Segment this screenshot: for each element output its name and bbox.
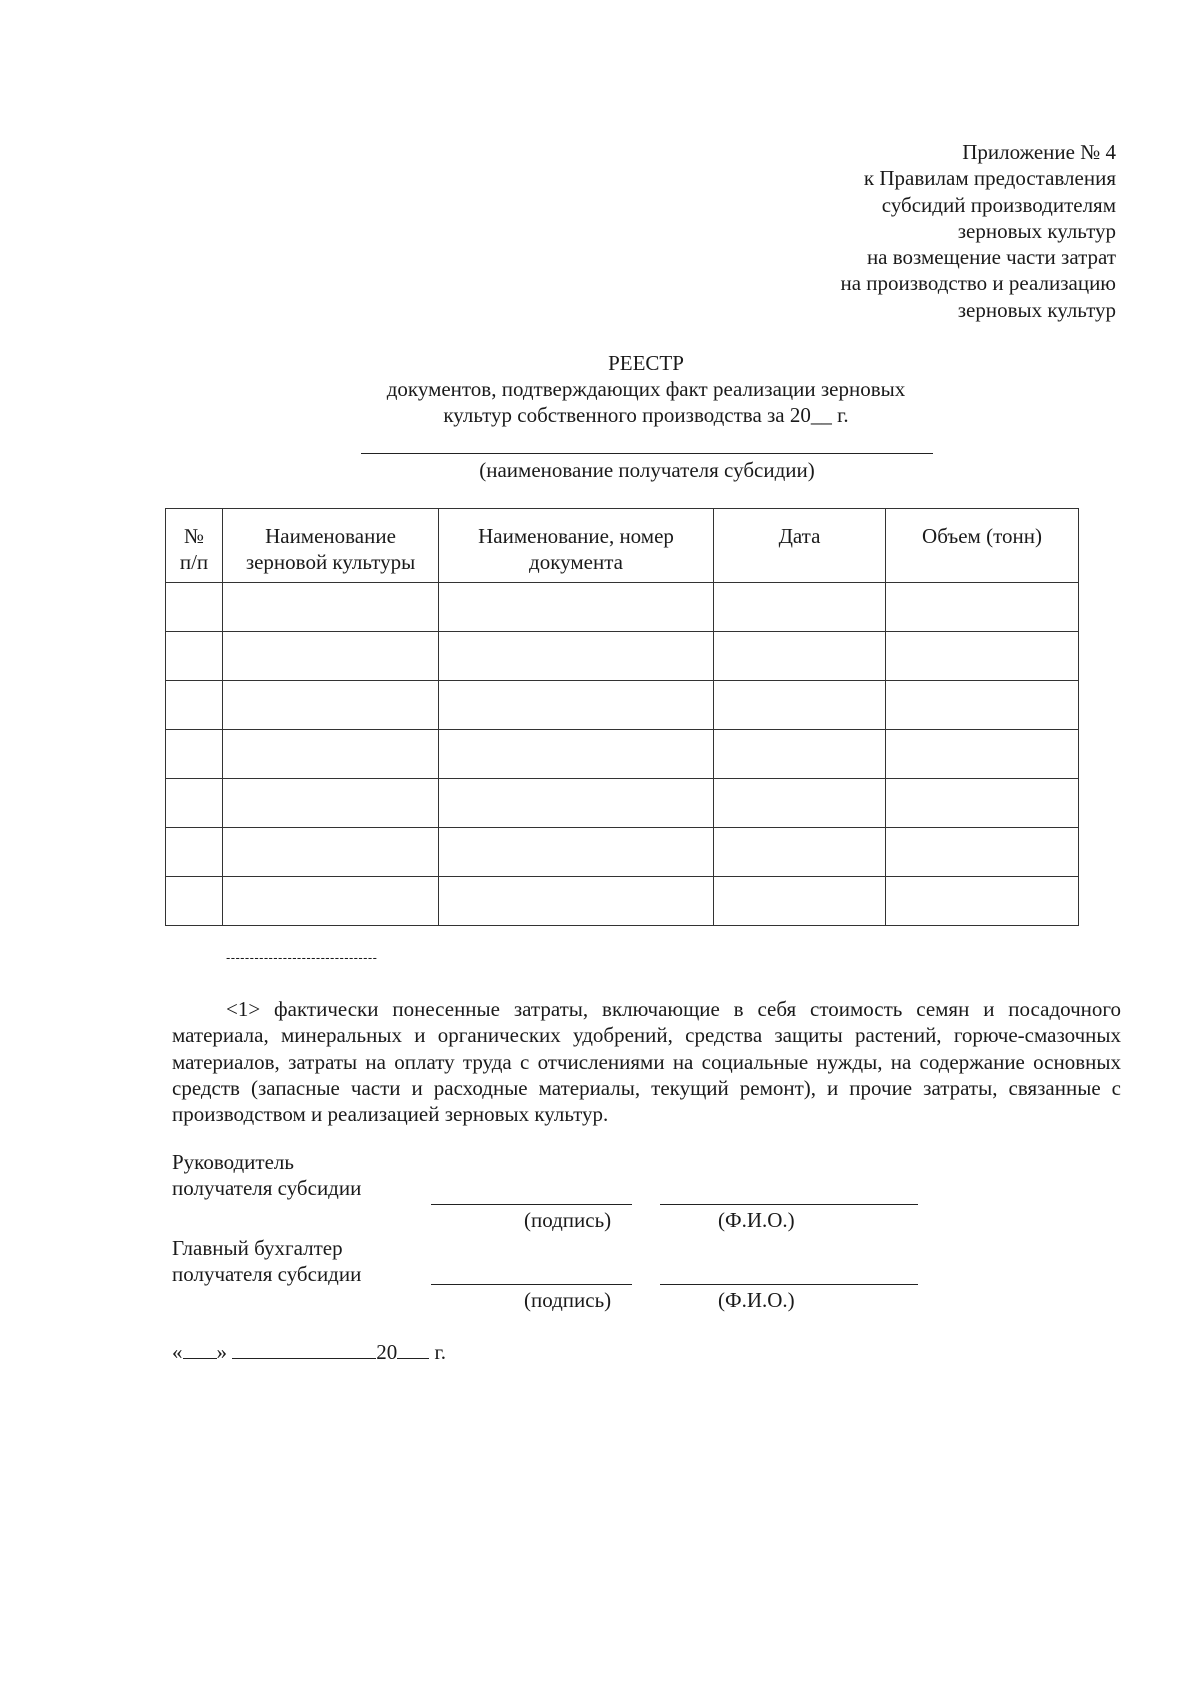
table-cell[interactable] (439, 583, 714, 632)
table-cell[interactable] (886, 681, 1079, 730)
table-row (166, 828, 1079, 877)
table-cell[interactable] (223, 632, 439, 681)
table-cell[interactable] (714, 828, 886, 877)
table-cell[interactable] (714, 779, 886, 828)
table-cell[interactable] (886, 583, 1079, 632)
table-cell[interactable] (714, 877, 886, 926)
accountant-name-caption: (Ф.И.О.) (718, 1288, 795, 1312)
date-open-quote: « (172, 1340, 183, 1364)
table-cell[interactable] (166, 681, 223, 730)
document-title (0, 350, 1200, 428)
year-prefix: 20 (376, 1340, 398, 1364)
accountant-signature-caption: (подпись) (524, 1288, 612, 1312)
table-cell[interactable] (223, 681, 439, 730)
table-cell[interactable] (223, 730, 439, 779)
table-cell[interactable] (439, 681, 714, 730)
table-cell[interactable] (439, 779, 714, 828)
head-signature-label: Руководитель получателя субсидии (172, 1150, 362, 1200)
recipient-caption: (наименование получателя субсидии) (479, 458, 815, 482)
table-row (166, 681, 1079, 730)
table-cell[interactable] (886, 632, 1079, 681)
year-field[interactable] (397, 1340, 429, 1359)
table-cell[interactable] (886, 877, 1079, 926)
accountant-signature-field[interactable] (431, 1284, 632, 1285)
title-heading: РЕЕСТР (608, 351, 684, 375)
title-line: документов, подтверждающих факт реализации зерновых (386, 377, 906, 401)
registry-table (165, 508, 1079, 926)
appendix-line: к Правилам предоставления (863, 166, 1116, 191)
day-field[interactable] (183, 1340, 217, 1359)
table-cell[interactable] (223, 877, 439, 926)
table-cell[interactable] (223, 779, 439, 828)
table-cell[interactable] (166, 730, 223, 779)
year-suffix: г. (434, 1340, 446, 1364)
appendix-line: зерновых культур (957, 218, 1116, 243)
table-cell[interactable] (714, 681, 886, 730)
appendix-line: на возмещение части затрат (866, 245, 1116, 270)
table-cell[interactable] (886, 779, 1079, 828)
table-cell[interactable] (439, 730, 714, 779)
table-row (166, 779, 1079, 828)
appendix-line: субсидий производителям (881, 192, 1116, 217)
footnote-separator: -------------------------------- (226, 950, 378, 965)
table-cell[interactable] (223, 583, 439, 632)
table-cell[interactable] (166, 828, 223, 877)
table-cell[interactable] (166, 632, 223, 681)
header-date: Дата (714, 509, 886, 583)
head-name-caption: (Ф.И.О.) (718, 1208, 795, 1232)
footnote-text: <1> фактически понесенные затраты, включающие в себя стоимость семян и посадочного материала, минеральных и органических удобрений, средства защиты растений, горюче-смазочных материалов, затраты на оплату труда с отчислениями на социальные нужды, на содержание основных средств (запасные части и расходные материалы, текущий ремонт), и прочие затраты, связанные с производством и реализацией зерновых культур. (172, 997, 1121, 1127)
head-name-field[interactable] (660, 1204, 918, 1205)
table-cell[interactable] (166, 583, 223, 632)
title-line: культур собственного производства за 20__ г. (443, 403, 849, 427)
table-cell[interactable] (714, 632, 886, 681)
table-row (166, 583, 1079, 632)
appendix-line: зерновых культур (957, 297, 1116, 322)
appendix-header (840, 139, 1116, 323)
header-volume: Объем (тонн) (886, 509, 1079, 583)
table-cell[interactable] (714, 583, 886, 632)
table-cell[interactable] (166, 877, 223, 926)
appendix-line: Приложение № 4 (962, 140, 1116, 164)
table-cell[interactable] (439, 828, 714, 877)
recipient-name-field[interactable] (361, 453, 933, 454)
header-document: Наименование, номер документа (439, 509, 714, 583)
table-cell[interactable] (886, 730, 1079, 779)
table-row (166, 730, 1079, 779)
header-crop-name: Наименование зерновой культуры (223, 509, 439, 583)
date-close-quote: » (216, 1340, 227, 1364)
header-number: № п/п (166, 509, 223, 583)
appendix-line: на производство и реализацию (840, 271, 1116, 296)
date-line (172, 1340, 446, 1365)
table-cell[interactable] (439, 632, 714, 681)
table-row (166, 877, 1079, 926)
table-row (166, 632, 1079, 681)
table-header-row (166, 509, 1079, 583)
table-cell[interactable] (439, 877, 714, 926)
month-field[interactable] (232, 1340, 376, 1359)
accountant-name-field[interactable] (660, 1284, 918, 1285)
head-signature-caption: (подпись) (524, 1208, 612, 1232)
table-cell[interactable] (886, 828, 1079, 877)
table-cell[interactable] (714, 730, 886, 779)
table-cell[interactable] (223, 828, 439, 877)
accountant-signature-label: Главный бухгалтер получателя субсидии (172, 1236, 362, 1286)
head-signature-field[interactable] (431, 1204, 632, 1205)
table-cell[interactable] (166, 779, 223, 828)
